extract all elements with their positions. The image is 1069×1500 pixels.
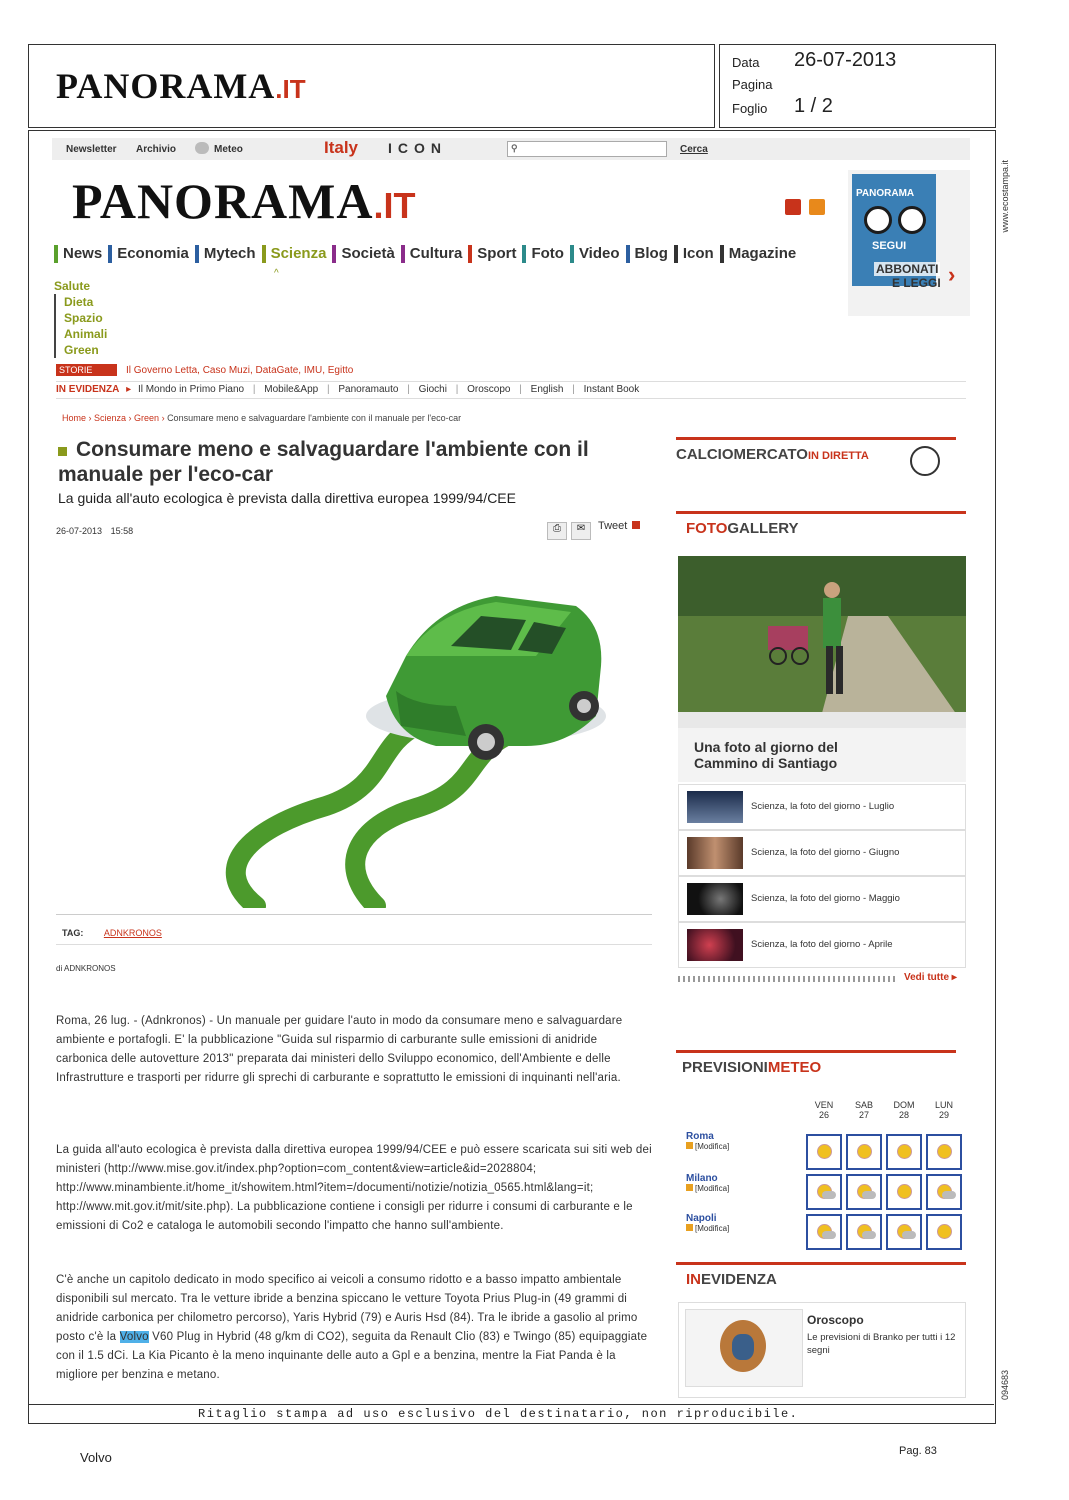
- partly-cloudy-icon: [846, 1174, 882, 1210]
- meteo-day-num: 28: [898, 1110, 909, 1120]
- tweet-icon: [632, 521, 640, 529]
- article-author: di ADNKRONOS: [56, 964, 116, 973]
- search-input[interactable]: [507, 141, 667, 157]
- subnav-green[interactable]: Green: [64, 343, 99, 357]
- gallery-item-label: Scienza, la foto del giorno - Aprile: [751, 939, 893, 950]
- meteo-day-2: [890, 1100, 918, 1120]
- calciomercato-header[interactable]: [676, 437, 956, 476]
- city-name: Napoli: [686, 1213, 717, 1224]
- partly-cloudy-icon: [926, 1174, 962, 1210]
- gallery-thumb: [687, 929, 743, 961]
- article-time-value: 15:58: [110, 526, 134, 536]
- article-date: [56, 526, 133, 536]
- foglio-label: Foglio: [732, 101, 768, 116]
- site-logo[interactable]: [72, 172, 415, 230]
- article-image: [56, 546, 652, 908]
- magazine-eye-right: [898, 206, 926, 234]
- gallery-item-label: Scienza, la foto del giorno - Luglio: [751, 801, 895, 812]
- youtube-icon[interactable]: [785, 199, 801, 215]
- tag-row: [62, 928, 162, 938]
- mail-icon[interactable]: ✉: [571, 522, 591, 540]
- meteo-city-napoli: [686, 1213, 729, 1233]
- breadcrumb-home[interactable]: Home: [62, 413, 87, 423]
- image-divider: [56, 914, 652, 915]
- nav-scienza[interactable]: Scienza: [262, 245, 331, 263]
- gallery-dots: [678, 976, 898, 982]
- rss-icon[interactable]: [809, 199, 825, 215]
- gallery-item-luglio[interactable]: [678, 784, 966, 830]
- magazine-promo[interactable]: [848, 170, 970, 316]
- gallery-main-image[interactable]: [678, 556, 966, 728]
- meteo-header: [676, 1050, 956, 1076]
- oroscopo-card[interactable]: [678, 1302, 966, 1398]
- sun-icon: [926, 1134, 962, 1170]
- tweet-button[interactable]: [598, 520, 640, 532]
- gallery-item-label: Scienza, la foto del giorno - Maggio: [751, 893, 900, 904]
- evidenza-item-english[interactable]: English: [530, 384, 564, 395]
- para3-highlight: Volvo: [119, 1331, 149, 1343]
- evidenza-label-grey: EVIDENZA: [701, 1271, 777, 1288]
- evidenza-label-red: IN: [686, 1271, 701, 1288]
- gallery-thumb: [687, 837, 743, 869]
- storie-label-text: STORIE: [59, 365, 93, 375]
- sun-icon: [806, 1134, 842, 1170]
- partly-cloudy-icon: [806, 1174, 842, 1210]
- para3-text-a: C'è anche un capitolo dedicato in modo specifico ai veicoli a consumo ridotto e a basso impatto ambientale disponibili sul mercato. Tra le vetture ibride a benzina spiccano le vetture Toyota Prius Plug-in (49 grammi di anidride carbonica per chilometro percorso), Yaris Hybrid (79) e Auris Hsd (84). Tra le ibride a gasolio al primo posto c'è la: [56, 1274, 638, 1343]
- footer-page: Pag. 83: [899, 1445, 937, 1457]
- modifica-link[interactable]: [Modifica]: [686, 1142, 729, 1151]
- data-value: 26-07-2013: [794, 49, 897, 71]
- storie-text[interactable]: Il Governo Letta, Caso Muzi, DataGate, IMU, Egitto: [126, 365, 354, 376]
- clip-header-info-box: [719, 44, 996, 128]
- meteo-day-name: LUN: [934, 1100, 953, 1110]
- meteo-city-roma: [686, 1131, 729, 1151]
- tag-link[interactable]: ADNKRONOS: [103, 928, 162, 938]
- para3-text-b: V60 Plug in Hybrid (48 g/km di CO2), seguita da Renault Clio (83) e Twingo (85) equipaggiate con il 1.5 dCi. La Kia Picanto è la meno inquinante delle auto a Gpl e a benzina, mentre la Fiat Panda è la migliore per benzina e metano.: [56, 1331, 648, 1381]
- clip-logo-suffix: .IT: [275, 74, 306, 104]
- tweet-label: Tweet: [598, 520, 628, 532]
- storie-label: [56, 364, 117, 376]
- chevron-right-icon: ›: [948, 262, 956, 287]
- footer-keyword: Volvo: [80, 1450, 112, 1465]
- clip-header-logo-box: [28, 44, 715, 128]
- data-label: Data: [732, 55, 760, 70]
- meteo-day-name: VEN: [814, 1100, 834, 1110]
- nav-sport[interactable]: Sport: [468, 245, 520, 263]
- site-logo-main: PANORAMA: [72, 173, 374, 229]
- nav-societa[interactable]: Società: [332, 245, 398, 263]
- article-paragraph-2: La guida all'auto ecologica è prevista dalla direttiva europea 1999/94/CEE e può essere scaricata sui siti web dei ministeri (http://www.mise.gov.it/index.php?option=com_content&view=article&id=2028804; http://www.minambiente.it/home_it/showitem.html?item=/documenti/notizie/notizia_0565.html&lang=it; http://www.mit.gov.it/mit/site.php). La pubblicazione contiene i consigli per ridurre i consumi di carburante e le emissioni di Co2 e cataloga le automobili secondo l'impatto che hanno sull'ambiente.: [56, 1144, 652, 1232]
- subnav-dieta[interactable]: Dieta: [64, 295, 94, 309]
- evidenza-header: [676, 1262, 966, 1288]
- modifica-link[interactable]: [Modifica]: [686, 1184, 729, 1193]
- nav-active-caret: ^: [274, 268, 279, 279]
- meteo-day-num: 26: [818, 1110, 829, 1120]
- city-name: Milano: [686, 1173, 718, 1184]
- topbar-icon[interactable]: ICON: [388, 140, 447, 156]
- sun-icon: [926, 1214, 962, 1250]
- nav-news[interactable]: News: [54, 245, 106, 263]
- meteo-city-milano: [686, 1173, 729, 1193]
- gallery-thumb: [687, 791, 743, 823]
- magazine-cover-text: SEGUI: [872, 240, 907, 252]
- clip-logo-main: PANORAMA: [56, 66, 276, 106]
- oroscopo-image: [685, 1309, 803, 1387]
- magazine-cta-2: E LEGGI: [892, 276, 941, 290]
- nav-economia[interactable]: Economia: [108, 245, 193, 263]
- breadcrumb-green[interactable]: Green: [134, 413, 160, 423]
- evidenza-item-panoramauto[interactable]: Panoramauto: [338, 384, 399, 395]
- topbar-meteo[interactable]: Meteo: [214, 144, 243, 155]
- gallery-item-label: Scienza, la foto del giorno - Giugno: [751, 847, 900, 858]
- topbar-archivio[interactable]: Archivio: [136, 144, 177, 155]
- meteo-day-name: DOM: [893, 1100, 915, 1110]
- meteo-day-num: 27: [858, 1110, 869, 1120]
- footer-notice: Ritaglio stampa ad uso esclusivo del destinatario, non riproducibile.: [198, 1407, 799, 1421]
- evidenza-item-oroscopo[interactable]: Oroscopo: [467, 384, 511, 395]
- nav-mytech[interactable]: Mytech: [195, 245, 260, 263]
- football-icon: [910, 446, 940, 476]
- italy-logo[interactable]: Italy: [324, 138, 359, 157]
- tag-divider: [56, 944, 652, 945]
- nav-cultura[interactable]: Cultura: [401, 245, 467, 263]
- search-button[interactable]: Cerca: [680, 144, 708, 155]
- vedi-tutte-label: Vedi tutte: [904, 972, 950, 983]
- magazine-eye-left: [864, 206, 892, 234]
- vedi-tutte-link[interactable]: [904, 972, 957, 983]
- subnav-salute[interactable]: Salute: [54, 279, 91, 293]
- calciomercato-live: IN DIRETTA: [807, 450, 869, 462]
- evidenza-item-instant-book[interactable]: Instant Book: [583, 384, 640, 395]
- sun-icon: [886, 1174, 922, 1210]
- evidenza-bar-label: IN EVIDENZA: [56, 384, 120, 395]
- evidenza-item-mondo[interactable]: Il Mondo in Primo Piano: [137, 384, 245, 395]
- meteo-icon: [195, 142, 209, 154]
- edit-icon: [686, 1224, 693, 1231]
- foglio-value: 1 / 2: [794, 95, 833, 117]
- meteo-day-num: 29: [938, 1110, 949, 1120]
- article-title: Consumare meno e salvaguardare l'ambiente con il manuale per l'eco-car: [58, 438, 589, 486]
- article-date-value: 26-07-2013: [56, 526, 103, 536]
- fotogallery-label-grey: GALLERY: [727, 520, 799, 537]
- subnav-animali[interactable]: Animali: [64, 327, 108, 341]
- nav-video[interactable]: Video: [570, 245, 624, 263]
- main-nav: [54, 245, 802, 263]
- nav-blog[interactable]: Blog: [626, 245, 672, 263]
- side-code: 094683: [1000, 1370, 1010, 1401]
- meteo-day-1: [850, 1100, 878, 1120]
- article-subtitle: La guida all'auto ecologica è prevista dalla direttiva europea 1999/94/CEE: [58, 490, 516, 506]
- edit-icon: [686, 1142, 693, 1149]
- breadcrumb-current: Consumare meno e salvaguardare l'ambiente con il manuale per l'eco-car: [167, 413, 462, 423]
- print-icon[interactable]: ⎙: [547, 522, 567, 540]
- arrow-right-icon: ▸: [951, 972, 957, 983]
- evidenza-bar: IN EVIDENZA ▸ Il Mondo in Primo Piano | Mobile&App | Panoramauto | Giochi | Oroscopo | English | Instant Book: [56, 381, 966, 399]
- meteo-day-0: [810, 1100, 838, 1120]
- article-paragraph-1: Roma, 26 lug. - (Adnkronos) - Un manuale per guidare l'auto in modo da consumare meno e salvaguardare ambiente e portafogli. E' la pubblicazione "Guida sul risparmio di carburante sulle emissioni di anidride carbonica delle autovetture 2013" preparata dai ministeri dello Sviluppo economico, dell'Ambiente e delle Infrastrutture e trasporti per ridurre gli sprechi di carburante e soprattutto le emissioni di inquinanti nell'aria.: [56, 1015, 623, 1084]
- gallery-item-giugno[interactable]: [678, 830, 966, 876]
- topbar-newsletter[interactable]: Newsletter: [66, 144, 117, 155]
- evidenza-item-mobile[interactable]: Mobile&App: [264, 384, 319, 395]
- gallery-caption[interactable]: Una foto al giorno del Cammino di Santiago: [694, 739, 838, 771]
- fotogallery-header: [676, 511, 966, 537]
- nav-magazine[interactable]: Magazine: [720, 245, 801, 263]
- gallery-item-aprile[interactable]: [678, 922, 966, 968]
- clip-logo: [56, 65, 306, 107]
- modifica-link[interactable]: [Modifica]: [686, 1224, 729, 1233]
- gallery-thumb: [687, 883, 743, 915]
- partly-cloudy-icon: [886, 1214, 922, 1250]
- gallery-item-maggio[interactable]: [678, 876, 966, 922]
- magazine-cta-1: ABBONATI: [876, 262, 939, 276]
- calciomercato-label: CALCIOMERCATO: [676, 446, 808, 463]
- sub-nav: [54, 278, 107, 358]
- partly-cloudy-icon: [806, 1214, 842, 1250]
- tag-label: TAG:: [62, 928, 84, 938]
- magazine-cover-title: PANORAMA: [856, 188, 915, 199]
- oroscopo-title: Oroscopo: [807, 1313, 864, 1327]
- site-topbar: [52, 138, 970, 160]
- site-logo-suffix: .IT: [373, 185, 416, 226]
- meteo-day-3: [930, 1100, 958, 1120]
- sun-icon: [846, 1134, 882, 1170]
- subnav-spazio[interactable]: Spazio: [64, 311, 103, 325]
- meteo-label-red: METEO: [767, 1059, 822, 1076]
- article-paragraph-3: [56, 1271, 652, 1385]
- footer-notice-box: [28, 1404, 994, 1423]
- fotogallery-label-red: FOTO: [686, 520, 728, 537]
- nav-icon[interactable]: Icon: [674, 245, 718, 263]
- oroscopo-text: Le previsioni di Branko per tutti i 12 segni: [807, 1332, 956, 1356]
- search-icon: ⚲: [511, 143, 518, 153]
- breadcrumb: Home › Scienza › Green › Consumare meno e salvaguardare l'ambiente con il manuale per l'eco-car: [62, 413, 462, 423]
- meteo-day-name: SAB: [854, 1100, 873, 1110]
- sun-icon: [886, 1134, 922, 1170]
- nav-foto[interactable]: Foto: [522, 245, 567, 263]
- meteo-label-grey: PREVISIONI: [682, 1059, 768, 1076]
- edit-icon: [686, 1184, 693, 1191]
- city-name: Roma: [686, 1131, 714, 1142]
- side-url: www.ecostampa.it: [1000, 160, 1010, 233]
- pagina-label: Pagina: [732, 77, 773, 92]
- partly-cloudy-icon: [846, 1214, 882, 1250]
- evidenza-item-giochi[interactable]: Giochi: [418, 384, 447, 395]
- breadcrumb-scienza[interactable]: Scienza: [94, 413, 127, 423]
